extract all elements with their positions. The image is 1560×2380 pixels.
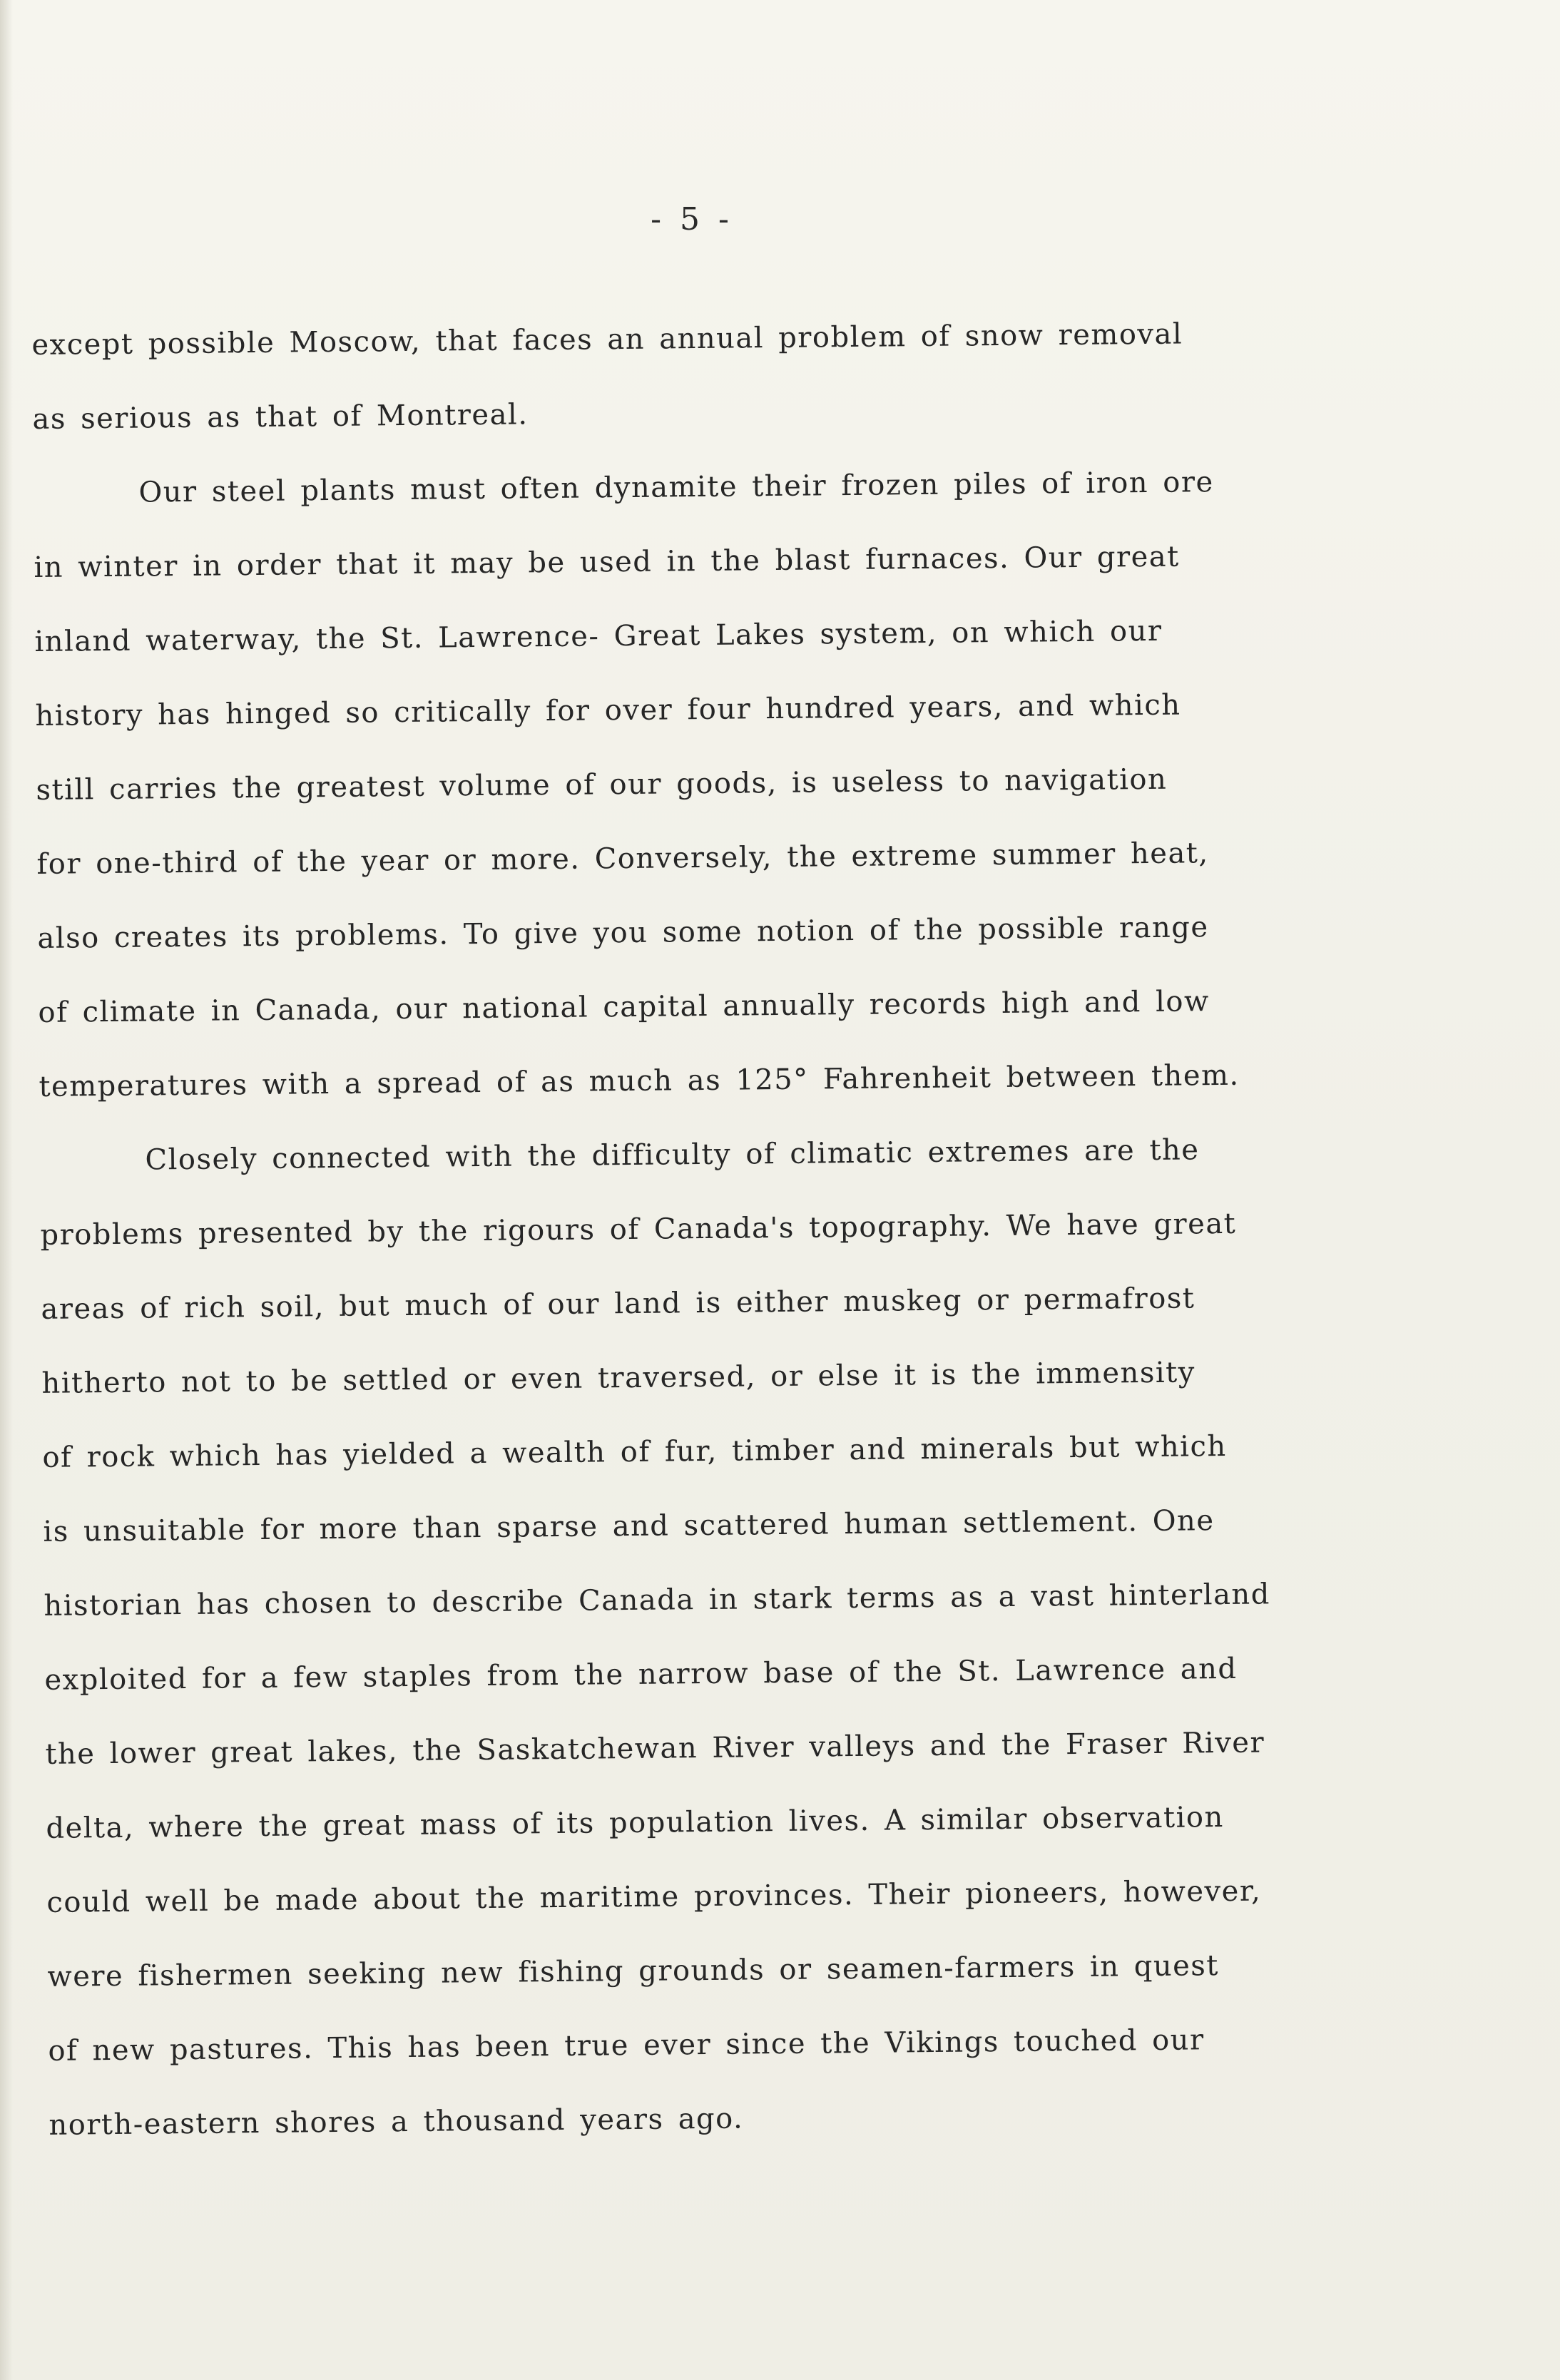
- text-line: inland waterway, the St. Lawrence- Great Lakes system, on which our: [34, 614, 1163, 658]
- text-line: except possible Moscow, that faces an annual problem of snow removal: [31, 317, 1183, 362]
- text-line: for one-third of the year or more. Conversely, the extreme summer heat,: [36, 837, 1209, 881]
- text-line: is unsuitable for more than sparse and scattered human settlement. One: [43, 1504, 1215, 1548]
- text-line: still carries the greatest volume of our goods, is useless to navigation: [36, 762, 1168, 807]
- text-line: Our steel plants must often dynamite their frozen piles of iron ore: [138, 466, 1214, 509]
- text-line: could well be made about the maritime provinces. Their pioneers, however,: [46, 1874, 1262, 1919]
- text-line: temperatures with a spread of as much as 125° Fahrenheit between them.: [39, 1058, 1240, 1103]
- text-line: problems presented by the rigours of Canada's topography. We have great: [40, 1207, 1237, 1252]
- text-line: Closely connected with the difficulty of climatic extremes are the: [145, 1133, 1200, 1177]
- text-line: the lower great lakes, the Saskatchewan River valleys and the Fraser River: [45, 1726, 1265, 1771]
- text-line: areas of rich soil, but much of our land is either muskeg or permafrost: [41, 1282, 1196, 1326]
- text-line: exploited for a few staples from the narrow base of the St. Lawrence and: [44, 1652, 1238, 1697]
- text-line: delta, where the great mass of its population lives. A similar observation: [46, 1801, 1224, 1845]
- text-line: north-eastern shores a thousand years ago.: [49, 2102, 744, 2142]
- text-line: hitherto not to be settled or even traversed, or else it is the immensity: [41, 1356, 1196, 1400]
- text-line: of rock which has yielded a wealth of fur, timber and minerals but which: [42, 1429, 1227, 1474]
- text-line: historian has chosen to describe Canada in stark terms as a vast hinterland: [44, 1578, 1271, 1623]
- text-line: of new pastures. This has been true ever since the Vikings touched our: [48, 2023, 1205, 2068]
- text-line: also creates its problems. To give you some notion of the possible range: [37, 911, 1209, 955]
- text-line: as serious as that of Montreal.: [32, 398, 529, 436]
- text-line: in winter in order that it may be used in the blast furnaces. Our great: [34, 540, 1180, 584]
- text-line: history has hinged so critically for over four hundred years, and which: [35, 688, 1181, 732]
- text-line: of climate in Canada, our national capital annually records high and low: [38, 985, 1210, 1029]
- page-number: - 5 -: [651, 201, 733, 238]
- body-text: [31, 295, 1483, 2162]
- text-line: were fishermen seeking new fishing grounds or seamen-farmers in quest: [47, 1949, 1220, 1993]
